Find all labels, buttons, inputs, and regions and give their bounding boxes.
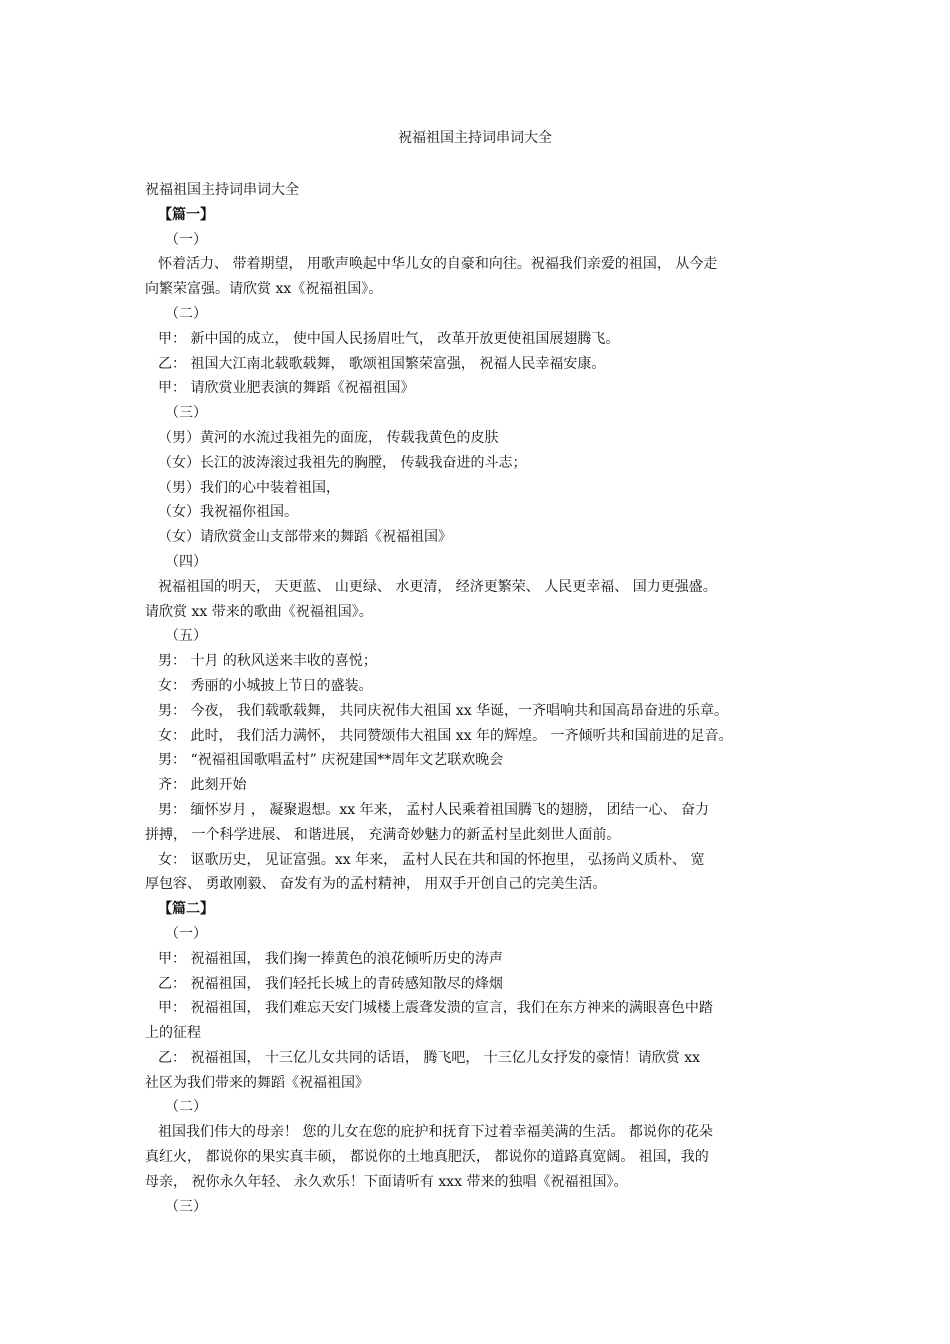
dialogue-line: 甲： 祝福祖国， 我们难忘天安门城楼上震聋发溃的宣言，我们在东方神来的满眼喜色中踏	[158, 1000, 713, 1017]
dialogue-line: 甲： 请欣赏业肥表演的舞蹈《祝福祖国》	[158, 380, 415, 397]
paragraph-line: 祖国我们伟大的母亲！ 您的儿女在您的庇护和抚育下过着幸福美满的生活。 都说你的花朵	[158, 1124, 713, 1141]
subsection-label: （三）	[165, 405, 207, 422]
body-title: 祝福祖国主持词串词大全	[145, 182, 299, 198]
dialogue-line: 女： 讴歌历史， 见证富强。xx 年来， 孟村人民在共和国的怀抱里， 弘扬尚义质朴、 宽	[158, 851, 705, 868]
dialogue-line: （女）长江的波涛滚过我祖先的胸膛， 传载我奋进的斗志；	[158, 454, 527, 471]
dialogue-line: 女： 秀丽的小城披上节日的盛装。	[158, 677, 373, 694]
dialogue-line: 乙： 祝福祖国， 十三亿儿女共同的话语， 腾飞吧， 十三亿儿女抒发的豪情！请欣赏 xx	[158, 1049, 701, 1066]
paragraph-line: 向繁荣富强。请欣赏 xx《祝福祖国》。	[145, 281, 383, 298]
paragraph-line: 真红火， 都说你的果实真丰硕， 都说你的土地真肥沃， 都说你的道路真宽阔。 祖国，我的	[145, 1149, 709, 1166]
subsection-label: （一）	[165, 231, 207, 248]
dialogue-line: 乙： 祖国大江南北载歌载舞， 歌颂祖国繁荣富强， 祝福人民幸福安康。	[158, 355, 606, 372]
subsection-label: （四）	[165, 553, 207, 570]
dialogue-line: 甲： 新中国的成立， 使中国人民扬眉吐气， 改革开放更使祖国展翅腾飞。	[158, 330, 620, 347]
dialogue-line: （男）黄河的水流过我祖先的面庞， 传载我黄色的皮肤	[158, 429, 499, 446]
dialogue-line: 男： “祝福祖国歌唱孟村” 庆祝建国**周年文艺联欢晚会	[158, 752, 504, 769]
paragraph-line: 母亲， 祝你永久年轻、 永久欢乐！下面请听有 xxx 带来的独唱《祝福祖国》。	[145, 1173, 628, 1190]
dialogue-line: 乙： 祝福祖国， 我们轻托长城上的青砖感知散尽的烽烟	[158, 975, 503, 992]
section-heading-2: 【篇二】	[158, 901, 214, 918]
dialogue-line: （男）我们的心中装着祖国，	[158, 479, 340, 496]
subsection-label: （五）	[165, 628, 207, 645]
dialogue-line: （女）我祝福你祖国。	[158, 504, 298, 521]
paragraph-line: 怀着活力、 带着期望， 用歌声唤起中华儿女的自豪和向往。祝福我们亲爱的祖国， 从今走	[158, 256, 718, 273]
paragraph-line: 厚包容、 勇敢刚毅、 奋发有为的孟村精神， 用双手开创自己的完美生活。	[145, 876, 607, 893]
subsection-label: （三）	[165, 1198, 207, 1215]
dialogue-line: 男： 缅怀岁月 ， 凝聚遐想。xx 年来， 孟村人民乘着祖国腾飞的翅膀， 团结一心、 奋力	[158, 801, 709, 818]
paragraph-line: 请欣赏 xx 带来的歌曲《祝福祖国》。	[145, 603, 373, 620]
page-title: 祝福祖国主持词串词大全	[398, 130, 552, 146]
subsection-label: （二）	[165, 1099, 207, 1116]
dialogue-line: 女： 此时， 我们活力满怀， 共同赞颂伟大祖国 xx 年的辉煌。 一齐倾听共和国前进的足音。	[158, 727, 733, 744]
dialogue-line: 齐： 此刻开始	[158, 777, 247, 794]
dialogue-line: （女）请欣赏金山支部带来的舞蹈《祝福祖国》	[158, 529, 452, 546]
paragraph-line: 祝福祖国的明天， 天更蓝、 山更绿、 水更清， 经济更繁荣、 人民更幸福、 国力更强盛。	[158, 578, 717, 595]
subsection-label: （一）	[165, 925, 207, 942]
dialogue-line: 男： 十月 的秋风送来丰收的喜悦；	[158, 653, 377, 670]
dialogue-line: 男： 今夜， 我们载歌载舞， 共同庆祝伟大祖国 xx 华诞，一齐唱响共和国高昂奋进的乐章。	[158, 702, 729, 719]
paragraph-line: 上的征程	[145, 1025, 201, 1042]
subsection-label: （二）	[165, 305, 207, 322]
paragraph-line: 社区为我们带来的舞蹈《祝福祖国》	[145, 1074, 369, 1091]
document-body	[145, 178, 815, 1219]
section-heading-1: 【篇一】	[158, 206, 214, 223]
paragraph-line: 拼搏， 一个科学进展、 和谐进展， 充满奇妙魅力的新孟村呈此刻世人面前。	[145, 826, 621, 843]
dialogue-line: 甲： 祝福祖国， 我们掬一捧黄色的浪花倾听历史的涛声	[158, 950, 503, 967]
